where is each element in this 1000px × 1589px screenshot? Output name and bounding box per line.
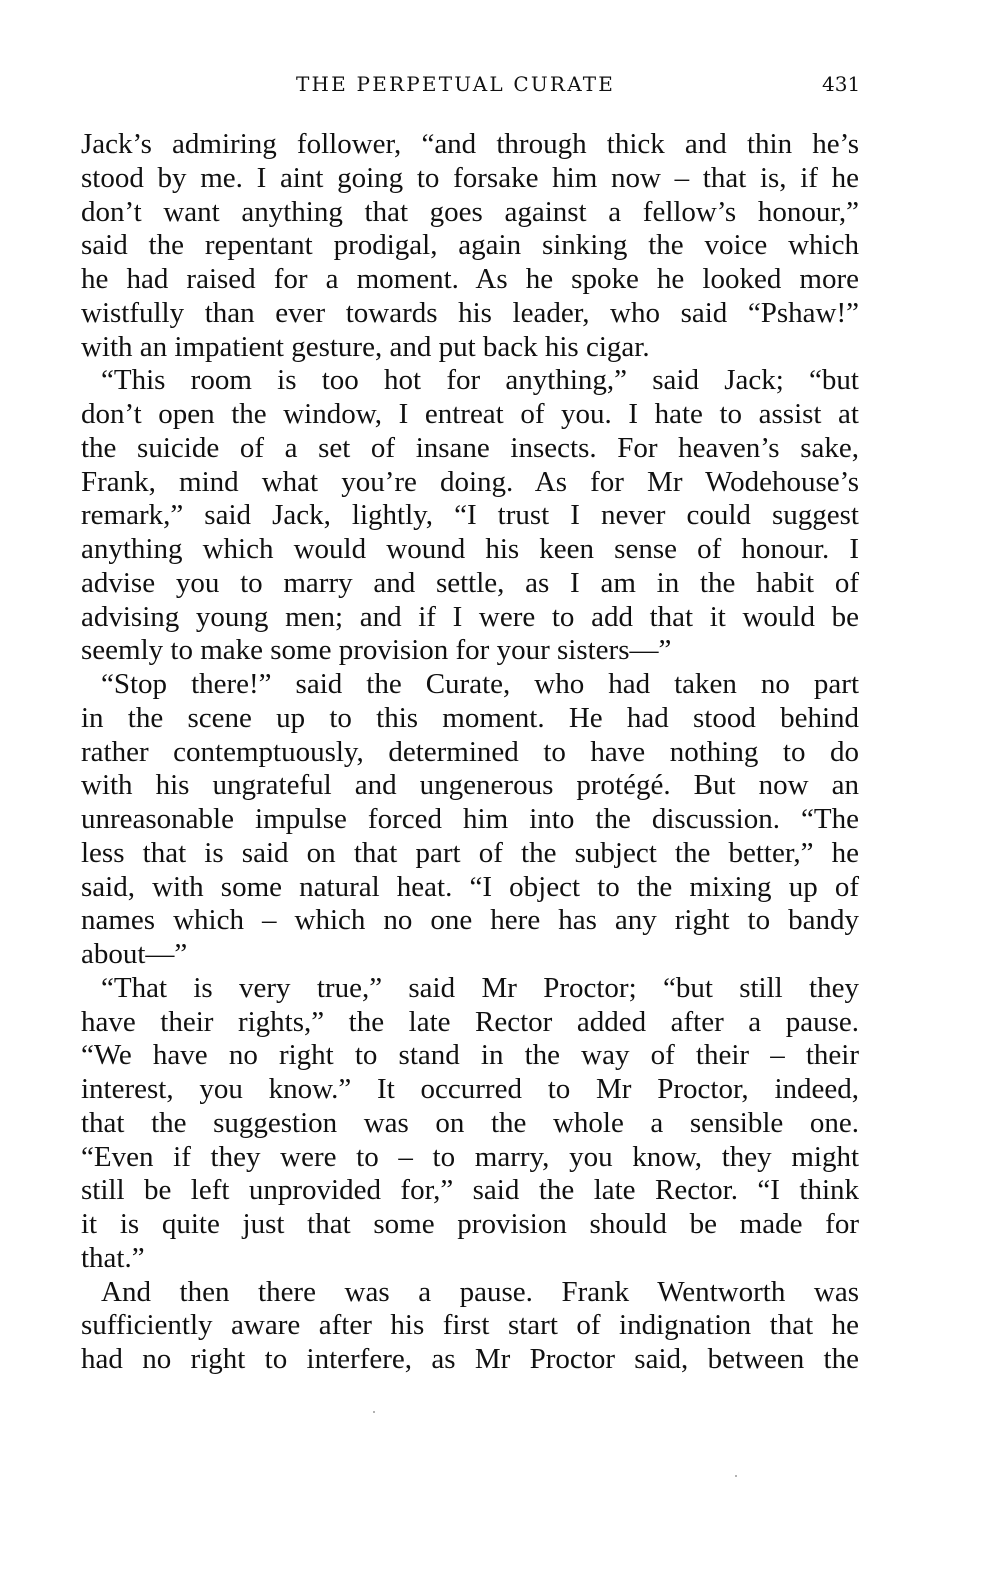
body-text: [81, 128, 859, 1377]
text-line: less that is said on that part of the subject the better,” he: [81, 836, 859, 869]
text-line: Jack’s admiring follower, “and through thick and thin he’s: [81, 128, 859, 160]
text-line: anything which would wound his keen sense of honour. I: [81, 533, 859, 565]
text-line: that.”: [81, 1241, 145, 1274]
text-line: And then there was a pause. Frank Wentworth was: [101, 1275, 859, 1308]
text-line: remark,” said Jack, lightly, “I trust I never could suggest: [81, 499, 859, 532]
text-line: interest, you know.” It occurred to Mr Proctor, indeed,: [81, 1073, 859, 1105]
text-line: don’t open the window, I entreat of you. I hate to assist at: [81, 398, 859, 430]
page-number: 431: [822, 72, 861, 96]
text-line: he had raised for a moment. As he spoke he looked more: [81, 263, 859, 295]
text-line: names which – which no one here has any right to bandy: [81, 904, 859, 937]
text-line: it is quite just that some provision should be made for: [81, 1208, 859, 1240]
text-line: seemly to make some provision for your sisters—”: [81, 634, 672, 667]
text-line: “That is very true,” said Mr Proctor; “but still they: [101, 971, 859, 1004]
print-speck: [735, 1475, 737, 1477]
text-line: wistfully than ever towards his leader, who said “Pshaw!”: [81, 296, 859, 329]
text-line: said the repentant prodigal, again sinking the voice which: [81, 229, 859, 262]
text-line: “This room is too hot for anything,” said Jack; “but: [101, 364, 859, 397]
text-line: advise you to marry and settle, as I am in the habit of: [81, 566, 859, 599]
text-line: advising young men; and if I were to add that it would be: [81, 600, 859, 633]
text-line: that the suggestion was on the whole a sensible one.: [81, 1106, 859, 1139]
text-line: stood by me. I aint going to forsake him now – that is, if he: [81, 161, 859, 194]
text-line: still be left unprovided for,” said the late Rector. “I think: [81, 1174, 859, 1207]
text-line: “Stop there!” said the Curate, who had taken no part: [101, 668, 859, 700]
text-line: sufficiently aware after his first start of indignation that he: [81, 1309, 859, 1342]
text-line: Frank, mind what you’re doing. As for Mr Wodehouse’s: [81, 465, 859, 498]
text-line: with his ungrateful and ungenerous protégé. But now an: [81, 769, 859, 802]
text-line: the suicide of a set of insane insects. For heaven’s sake,: [81, 431, 859, 464]
running-header: [0, 72, 1000, 102]
text-line: “Even if they were to – to marry, you know, they might: [81, 1140, 859, 1173]
text-line: had no right to interfere, as Mr Proctor said, between the: [81, 1343, 859, 1375]
text-line: don’t want anything that goes against a fellow’s honour,”: [81, 195, 859, 228]
text-line: rather contemptuously, determined to have nothing to do: [81, 735, 859, 768]
text-line: have their rights,” the late Rector added after a pause.: [81, 1005, 859, 1038]
running-title: THE PERPETUAL CURATE: [296, 72, 616, 96]
text-line: “We have no right to stand in the way of their – their: [81, 1039, 859, 1072]
text-line: about—”: [81, 938, 188, 970]
text-line: with an impatient gesture, and put back his cigar.: [81, 330, 650, 363]
text-line: unreasonable impulse forced him into the discussion. “The: [81, 803, 859, 835]
print-speck: [373, 1411, 375, 1413]
text-line: in the scene up to this moment. He had stood behind: [81, 701, 859, 734]
text-line: said, with some natural heat. “I object to the mixing up of: [81, 870, 859, 903]
